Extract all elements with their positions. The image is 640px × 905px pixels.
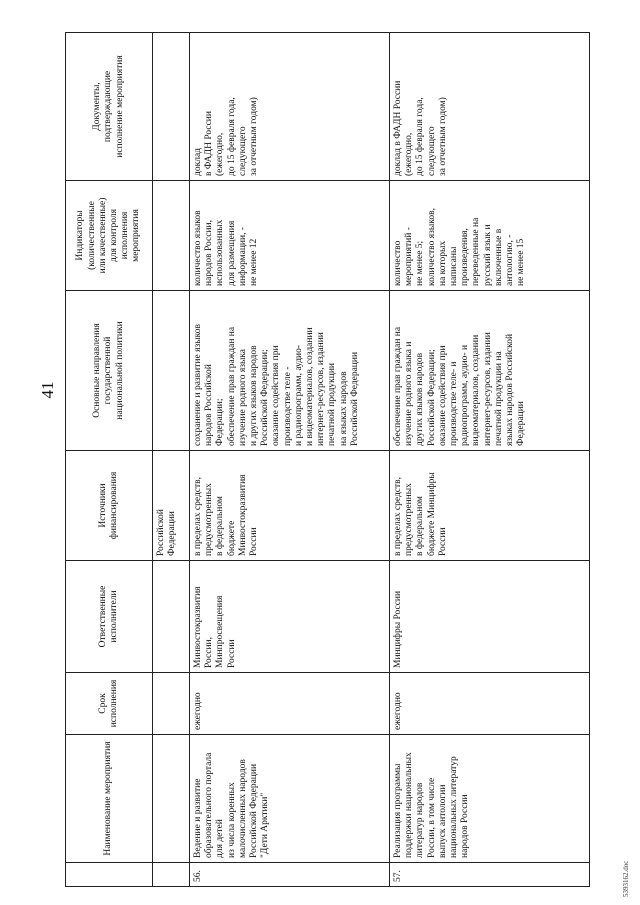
- row-indicators: количество мероприятий - не менее 5; количество языков, на которых написаны произведения, переведенные на русский язык и включенные в антологию, - не менее 15: [390, 181, 590, 291]
- row-documents: доклад в ФАДН России (ежегодно, до 15 февраля года, следующего за отчетным годом): [390, 33, 590, 181]
- header-documents: Документы, подтверждающие исполнение мероприятия: [66, 33, 153, 181]
- header-executors: Ответственные исполнители: [66, 561, 153, 673]
- table-row: [390, 33, 590, 887]
- header-name: Наименование мероприятия: [66, 735, 153, 863]
- row-financing: в пределах средств, предусмотренных в федеральном бюджете Минцифры России: [390, 451, 590, 561]
- row-directions: обеспечение прав граждан на изучение родного языка и других языков народов Российской Федерации; оказание содействия при производстве теле- и радиопрограмм, аудио- и видеоматериалов, создании интернет-ресурсов, издании печатной продукции на языках народов Российской Федерации: [390, 291, 590, 451]
- row-name: Реализация программы поддержки национальных литератур народов России, в том числе выпуск антологии национальных литератур народов России: [390, 735, 590, 863]
- row-executors: Минвостокразвития России, Минпросвещения России: [190, 561, 390, 673]
- row-number: 56.: [190, 863, 390, 887]
- measures-table: [65, 32, 590, 887]
- table-header-row: [66, 33, 153, 887]
- table-row-continuation: [153, 33, 190, 887]
- header-financing: Источники финансирования: [66, 451, 153, 561]
- header-term: Срок исполнения: [66, 673, 153, 735]
- header-directions: Основные направления государственной национальной политики: [66, 291, 153, 451]
- row-indicators: количество языков народов России, использованных для размещения информации, - не менее 12: [190, 181, 390, 291]
- row-documents: доклад в ФАДН России (ежегодно, до 15 февраля года, следующего за отчетным годом): [190, 33, 390, 181]
- row-number: 57.: [390, 863, 590, 887]
- row-executors: Минцифры России: [390, 561, 590, 673]
- row-term: ежегодно: [190, 673, 390, 735]
- row-financing: в пределах средств, предусмотренных в федеральном бюджете Минвостокразвития России: [190, 451, 390, 561]
- header-number: [66, 863, 153, 887]
- page-number: 41: [38, 381, 57, 399]
- row-name: Ведение и развитие образовательного портала для детей из числа коренных малочисленных народов Российской Федерации "Дети Арктики": [190, 735, 390, 863]
- table-row: [190, 33, 390, 887]
- row-directions: сохранение и развитие языков народов Российской Федерации; обеспечение прав граждан на изучение родного языка и других языков народов Российской Федерации; оказание содействия при производстве теле - и радиопрограмм, аудио- и видеоматериалов, создании интернет-ресурсов, издании печатной продукции на языках народов Российской Федерации: [190, 291, 390, 451]
- row-term: ежегодно: [390, 673, 590, 735]
- continuation-financing: Российской Федерации: [153, 451, 190, 561]
- header-indicators: Индикаторы (количественные или качественные) для контроля исполнения мероприятия: [66, 181, 153, 291]
- footer-filename: 5393162.doc: [622, 860, 630, 897]
